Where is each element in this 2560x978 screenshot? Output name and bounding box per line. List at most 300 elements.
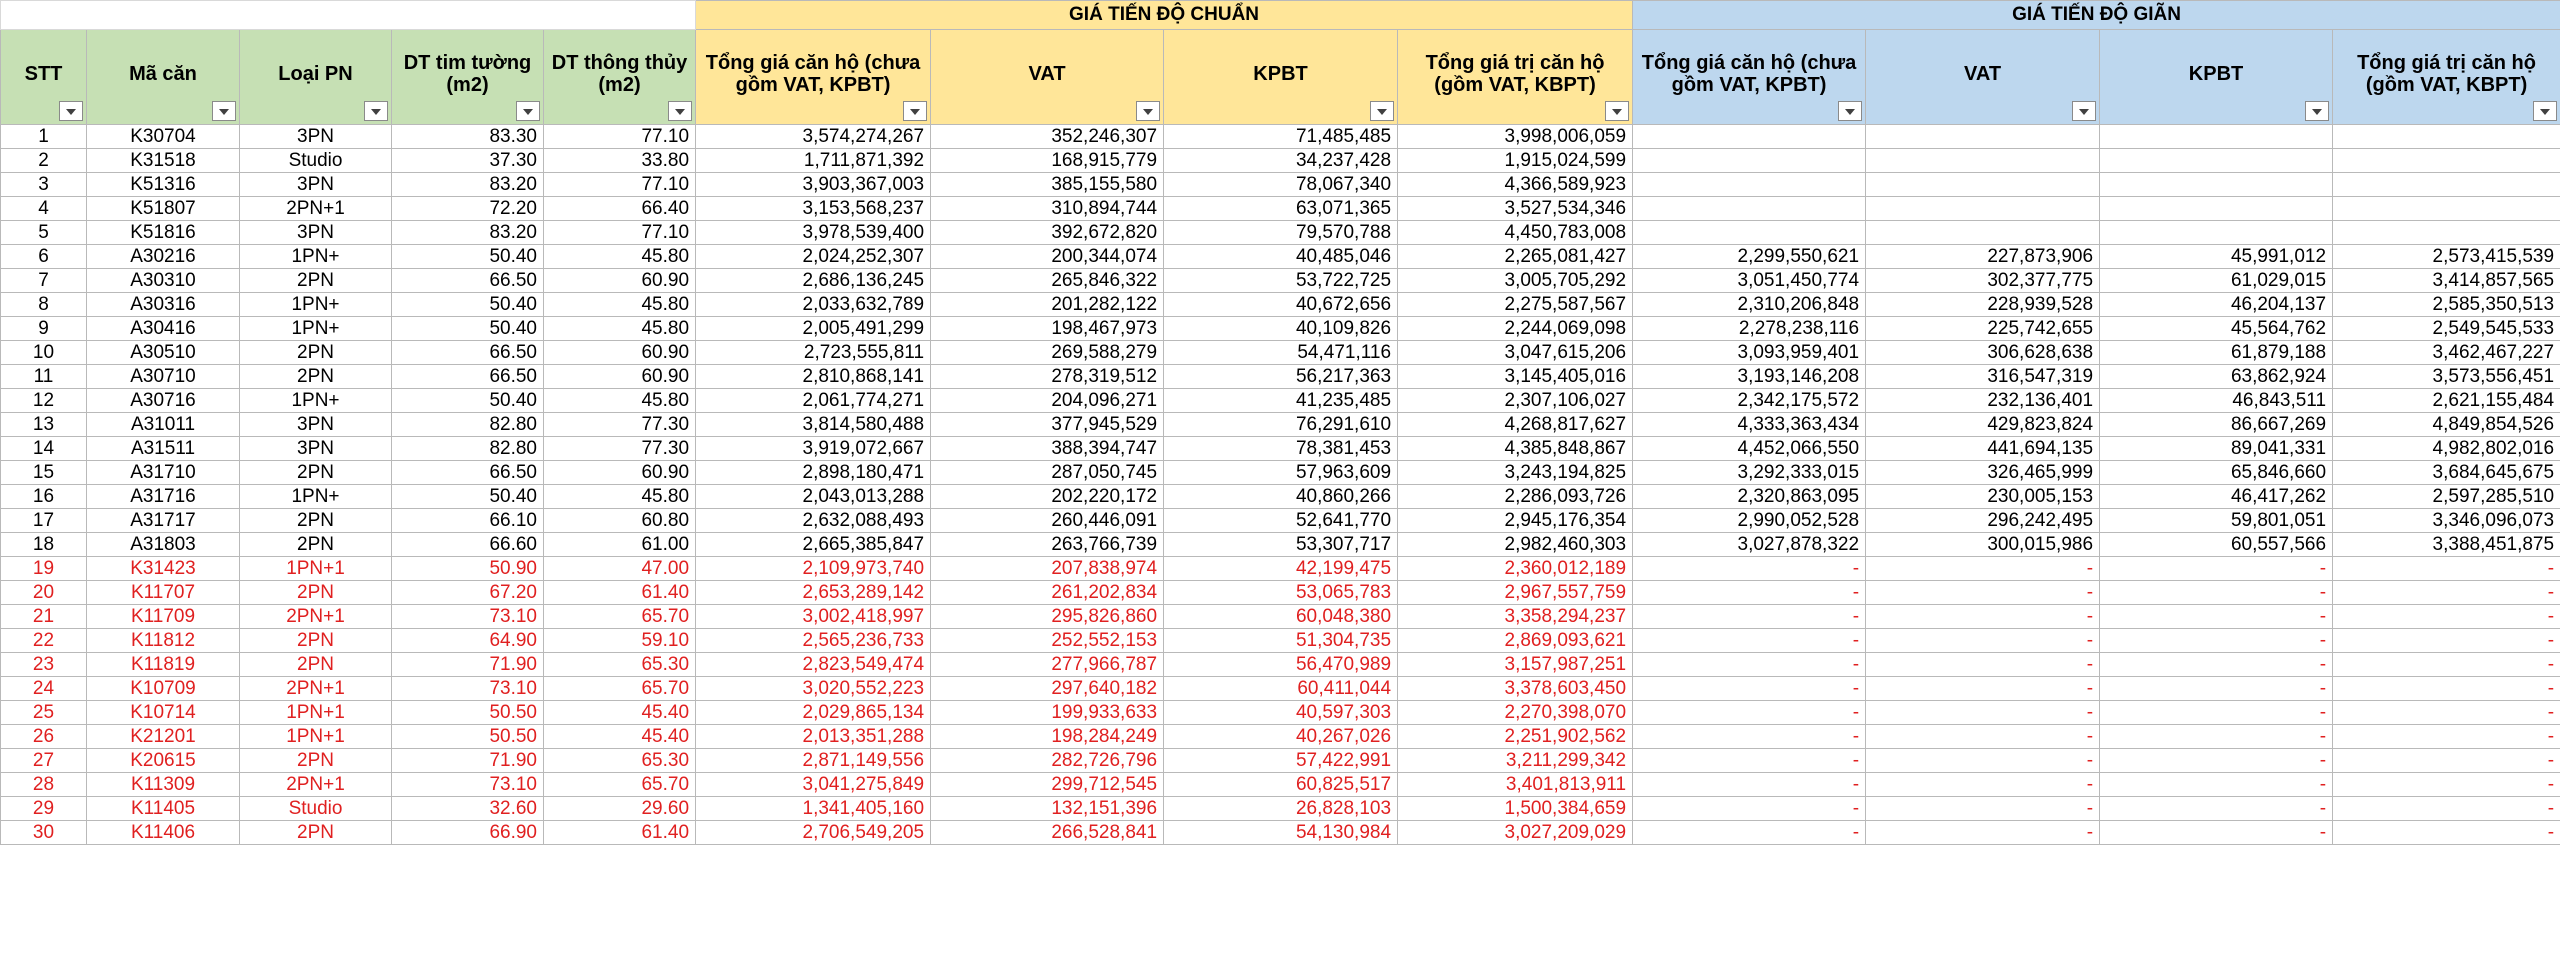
cell-tong-gia-gian[interactable] <box>1633 125 1866 149</box>
cell-kpbt-gian[interactable]: - <box>2100 725 2333 749</box>
cell-kpbt-chuan[interactable]: 60,825,517 <box>1164 773 1398 797</box>
cell-tong-gia-chuan[interactable]: 3,020,552,223 <box>696 677 931 701</box>
filter-dropdown-icon[interactable] <box>2305 101 2329 121</box>
cell-ma-can[interactable]: K11819 <box>87 653 240 677</box>
cell-stt[interactable]: 11 <box>1 365 87 389</box>
cell-loai-pn[interactable]: 2PN+1 <box>240 677 392 701</box>
cell-stt[interactable]: 12 <box>1 389 87 413</box>
cell-tong-gia-tri-gian[interactable] <box>2333 149 2560 173</box>
cell-vat-chuan[interactable]: 261,202,834 <box>931 581 1164 605</box>
cell-tong-gia-tri-chuan[interactable]: 3,243,194,825 <box>1398 461 1633 485</box>
cell-dt-tim-tuong[interactable]: 50.40 <box>392 317 544 341</box>
cell-tong-gia-tri-gian[interactable]: 3,346,096,073 <box>2333 509 2560 533</box>
cell-stt[interactable]: 6 <box>1 245 87 269</box>
cell-loai-pn[interactable]: 2PN <box>240 533 392 557</box>
cell-tong-gia-tri-chuan[interactable]: 2,244,069,098 <box>1398 317 1633 341</box>
cell-dt-thong-thuy[interactable]: 61.40 <box>544 581 696 605</box>
cell-dt-thong-thuy[interactable]: 77.30 <box>544 413 696 437</box>
cell-loai-pn[interactable]: 2PN <box>240 509 392 533</box>
cell-vat-gian[interactable]: 429,823,824 <box>1866 413 2100 437</box>
cell-vat-chuan[interactable]: 297,640,182 <box>931 677 1164 701</box>
cell-dt-tim-tuong[interactable]: 66.50 <box>392 269 544 293</box>
filter-dropdown-icon[interactable] <box>1136 101 1160 121</box>
cell-stt[interactable]: 1 <box>1 125 87 149</box>
cell-vat-gian[interactable]: 228,939,528 <box>1866 293 2100 317</box>
cell-loai-pn[interactable]: 2PN <box>240 341 392 365</box>
cell-ma-can[interactable]: K51816 <box>87 221 240 245</box>
cell-tong-gia-chuan[interactable]: 2,898,180,471 <box>696 461 931 485</box>
filter-dropdown-icon[interactable] <box>1605 101 1629 121</box>
cell-tong-gia-tri-chuan[interactable]: 3,157,987,251 <box>1398 653 1633 677</box>
cell-ma-can[interactable]: K51316 <box>87 173 240 197</box>
cell-tong-gia-gian[interactable]: - <box>1633 773 1866 797</box>
cell-tong-gia-chuan[interactable]: 3,903,367,003 <box>696 173 931 197</box>
cell-dt-tim-tuong[interactable]: 64.90 <box>392 629 544 653</box>
cell-vat-chuan[interactable]: 388,394,747 <box>931 437 1164 461</box>
cell-tong-gia-tri-chuan[interactable]: 2,307,106,027 <box>1398 389 1633 413</box>
cell-kpbt-chuan[interactable]: 34,237,428 <box>1164 149 1398 173</box>
cell-dt-thong-thuy[interactable]: 65.70 <box>544 773 696 797</box>
cell-vat-chuan[interactable]: 199,933,633 <box>931 701 1164 725</box>
cell-stt[interactable]: 26 <box>1 725 87 749</box>
cell-kpbt-chuan[interactable]: 71,485,485 <box>1164 125 1398 149</box>
cell-tong-gia-tri-chuan[interactable]: 1,500,384,659 <box>1398 797 1633 821</box>
cell-kpbt-chuan[interactable]: 60,048,380 <box>1164 605 1398 629</box>
cell-kpbt-gian[interactable]: - <box>2100 653 2333 677</box>
cell-dt-thong-thuy[interactable]: 45.40 <box>544 701 696 725</box>
cell-dt-tim-tuong[interactable]: 67.20 <box>392 581 544 605</box>
cell-stt[interactable]: 14 <box>1 437 87 461</box>
cell-vat-chuan[interactable]: 265,846,322 <box>931 269 1164 293</box>
cell-dt-thong-thuy[interactable]: 59.10 <box>544 629 696 653</box>
cell-vat-gian[interactable]: 225,742,655 <box>1866 317 2100 341</box>
cell-kpbt-gian[interactable]: - <box>2100 797 2333 821</box>
cell-tong-gia-gian[interactable]: 3,193,146,208 <box>1633 365 1866 389</box>
cell-kpbt-gian[interactable] <box>2100 197 2333 221</box>
cell-dt-thong-thuy[interactable]: 45.80 <box>544 389 696 413</box>
cell-dt-thong-thuy[interactable]: 77.10 <box>544 221 696 245</box>
cell-dt-tim-tuong[interactable]: 82.80 <box>392 437 544 461</box>
cell-vat-chuan[interactable]: 377,945,529 <box>931 413 1164 437</box>
cell-kpbt-chuan[interactable]: 40,860,266 <box>1164 485 1398 509</box>
cell-vat-gian[interactable]: - <box>1866 653 2100 677</box>
cell-vat-gian[interactable]: - <box>1866 557 2100 581</box>
cell-kpbt-chuan[interactable]: 53,722,725 <box>1164 269 1398 293</box>
cell-vat-chuan[interactable]: 282,726,796 <box>931 749 1164 773</box>
cell-loai-pn[interactable]: 1PN+ <box>240 317 392 341</box>
cell-tong-gia-tri-gian[interactable]: - <box>2333 629 2560 653</box>
cell-dt-tim-tuong[interactable]: 66.90 <box>392 821 544 845</box>
cell-ma-can[interactable]: A30216 <box>87 245 240 269</box>
cell-vat-gian[interactable]: 296,242,495 <box>1866 509 2100 533</box>
cell-tong-gia-gian[interactable]: - <box>1633 725 1866 749</box>
cell-kpbt-chuan[interactable]: 54,471,116 <box>1164 341 1398 365</box>
cell-kpbt-gian[interactable]: - <box>2100 749 2333 773</box>
cell-loai-pn[interactable]: 3PN <box>240 221 392 245</box>
cell-dt-thong-thuy[interactable]: 65.30 <box>544 749 696 773</box>
cell-kpbt-gian[interactable]: 60,557,566 <box>2100 533 2333 557</box>
filter-dropdown-icon[interactable] <box>1838 101 1862 121</box>
cell-kpbt-chuan[interactable]: 40,109,826 <box>1164 317 1398 341</box>
cell-vat-gian[interactable] <box>1866 221 2100 245</box>
cell-dt-thong-thuy[interactable]: 47.00 <box>544 557 696 581</box>
cell-dt-tim-tuong[interactable]: 50.90 <box>392 557 544 581</box>
cell-tong-gia-tri-chuan[interactable]: 2,270,398,070 <box>1398 701 1633 725</box>
cell-tong-gia-tri-chuan[interactable]: 4,385,848,867 <box>1398 437 1633 461</box>
cell-stt[interactable]: 25 <box>1 701 87 725</box>
cell-vat-chuan[interactable]: 352,246,307 <box>931 125 1164 149</box>
cell-loai-pn[interactable]: 1PN+1 <box>240 725 392 749</box>
cell-dt-tim-tuong[interactable]: 71.90 <box>392 749 544 773</box>
cell-tong-gia-gian[interactable] <box>1633 149 1866 173</box>
cell-dt-thong-thuy[interactable]: 65.70 <box>544 677 696 701</box>
cell-tong-gia-tri-chuan[interactable]: 3,047,615,206 <box>1398 341 1633 365</box>
cell-vat-gian[interactable]: - <box>1866 701 2100 725</box>
cell-tong-gia-gian[interactable]: - <box>1633 581 1866 605</box>
cell-tong-gia-tri-gian[interactable]: 4,982,802,016 <box>2333 437 2560 461</box>
cell-tong-gia-tri-gian[interactable] <box>2333 125 2560 149</box>
cell-vat-gian[interactable]: 441,694,135 <box>1866 437 2100 461</box>
cell-ma-can[interactable]: A31011 <box>87 413 240 437</box>
cell-dt-tim-tuong[interactable]: 83.20 <box>392 173 544 197</box>
cell-ma-can[interactable]: K10714 <box>87 701 240 725</box>
cell-vat-gian[interactable]: - <box>1866 629 2100 653</box>
cell-dt-thong-thuy[interactable]: 45.80 <box>544 317 696 341</box>
cell-dt-thong-thuy[interactable]: 66.40 <box>544 197 696 221</box>
cell-dt-tim-tuong[interactable]: 66.50 <box>392 341 544 365</box>
cell-vat-chuan[interactable]: 269,588,279 <box>931 341 1164 365</box>
cell-loai-pn[interactable]: Studio <box>240 797 392 821</box>
cell-kpbt-chuan[interactable]: 60,411,044 <box>1164 677 1398 701</box>
cell-kpbt-chuan[interactable]: 52,641,770 <box>1164 509 1398 533</box>
cell-tong-gia-gian[interactable] <box>1633 221 1866 245</box>
cell-tong-gia-chuan[interactable]: 1,341,405,160 <box>696 797 931 821</box>
cell-stt[interactable]: 19 <box>1 557 87 581</box>
cell-kpbt-gian[interactable]: 61,879,188 <box>2100 341 2333 365</box>
cell-dt-tim-tuong[interactable]: 50.40 <box>392 485 544 509</box>
cell-kpbt-gian[interactable]: 61,029,015 <box>2100 269 2333 293</box>
cell-kpbt-chuan[interactable]: 53,307,717 <box>1164 533 1398 557</box>
cell-ma-can[interactable]: A30716 <box>87 389 240 413</box>
cell-vat-gian[interactable]: - <box>1866 821 2100 845</box>
cell-vat-chuan[interactable]: 252,552,153 <box>931 629 1164 653</box>
cell-tong-gia-tri-chuan[interactable]: 2,286,093,726 <box>1398 485 1633 509</box>
cell-vat-chuan[interactable]: 310,894,744 <box>931 197 1164 221</box>
cell-kpbt-chuan[interactable]: 41,235,485 <box>1164 389 1398 413</box>
cell-tong-gia-chuan[interactable]: 3,978,539,400 <box>696 221 931 245</box>
cell-loai-pn[interactable]: 2PN <box>240 629 392 653</box>
cell-tong-gia-chuan[interactable]: 2,109,973,740 <box>696 557 931 581</box>
cell-kpbt-gian[interactable]: 89,041,331 <box>2100 437 2333 461</box>
cell-vat-gian[interactable] <box>1866 197 2100 221</box>
cell-tong-gia-gian[interactable]: 2,310,206,848 <box>1633 293 1866 317</box>
cell-stt[interactable]: 16 <box>1 485 87 509</box>
filter-dropdown-icon[interactable] <box>59 101 83 121</box>
cell-tong-gia-gian[interactable]: 2,320,863,095 <box>1633 485 1866 509</box>
cell-kpbt-gian[interactable]: 63,862,924 <box>2100 365 2333 389</box>
cell-loai-pn[interactable]: 2PN+1 <box>240 197 392 221</box>
cell-tong-gia-tri-gian[interactable] <box>2333 197 2560 221</box>
cell-tong-gia-chuan[interactable]: 2,033,632,789 <box>696 293 931 317</box>
cell-tong-gia-gian[interactable]: - <box>1633 653 1866 677</box>
cell-tong-gia-chuan[interactable]: 2,024,252,307 <box>696 245 931 269</box>
cell-tong-gia-chuan[interactable]: 2,823,549,474 <box>696 653 931 677</box>
cell-tong-gia-tri-chuan[interactable]: 3,027,209,029 <box>1398 821 1633 845</box>
cell-tong-gia-gian[interactable]: - <box>1633 557 1866 581</box>
cell-loai-pn[interactable]: 1PN+1 <box>240 557 392 581</box>
cell-dt-thong-thuy[interactable]: 65.70 <box>544 605 696 629</box>
cell-tong-gia-gian[interactable] <box>1633 197 1866 221</box>
cell-ma-can[interactable]: A31717 <box>87 509 240 533</box>
cell-ma-can[interactable]: K31423 <box>87 557 240 581</box>
cell-dt-tim-tuong[interactable]: 82.80 <box>392 413 544 437</box>
cell-tong-gia-tri-chuan[interactable]: 3,527,534,346 <box>1398 197 1633 221</box>
cell-loai-pn[interactable]: 3PN <box>240 437 392 461</box>
cell-vat-gian[interactable]: - <box>1866 749 2100 773</box>
cell-ma-can[interactable]: A30316 <box>87 293 240 317</box>
cell-kpbt-chuan[interactable]: 40,597,303 <box>1164 701 1398 725</box>
cell-ma-can[interactable]: K11405 <box>87 797 240 821</box>
cell-ma-can[interactable]: A31803 <box>87 533 240 557</box>
cell-tong-gia-tri-chuan[interactable]: 3,358,294,237 <box>1398 605 1633 629</box>
cell-vat-chuan[interactable]: 198,467,973 <box>931 317 1164 341</box>
cell-tong-gia-chuan[interactable]: 2,653,289,142 <box>696 581 931 605</box>
cell-vat-chuan[interactable]: 385,155,580 <box>931 173 1164 197</box>
cell-tong-gia-gian[interactable]: 3,093,959,401 <box>1633 341 1866 365</box>
cell-tong-gia-chuan[interactable]: 2,013,351,288 <box>696 725 931 749</box>
cell-kpbt-chuan[interactable]: 40,672,656 <box>1164 293 1398 317</box>
cell-loai-pn[interactable]: 2PN <box>240 653 392 677</box>
cell-vat-gian[interactable]: - <box>1866 797 2100 821</box>
cell-kpbt-gian[interactable]: 46,204,137 <box>2100 293 2333 317</box>
cell-dt-tim-tuong[interactable]: 83.20 <box>392 221 544 245</box>
cell-dt-thong-thuy[interactable]: 60.90 <box>544 461 696 485</box>
cell-stt[interactable]: 23 <box>1 653 87 677</box>
cell-tong-gia-tri-chuan[interactable]: 2,275,587,567 <box>1398 293 1633 317</box>
filter-dropdown-icon[interactable] <box>364 101 388 121</box>
filter-dropdown-icon[interactable] <box>2533 101 2557 121</box>
cell-tong-gia-tri-chuan[interactable]: 4,366,589,923 <box>1398 173 1633 197</box>
cell-tong-gia-gian[interactable]: - <box>1633 821 1866 845</box>
cell-tong-gia-chuan[interactable]: 3,919,072,667 <box>696 437 931 461</box>
cell-tong-gia-tri-gian[interactable] <box>2333 173 2560 197</box>
cell-kpbt-chuan[interactable]: 26,828,103 <box>1164 797 1398 821</box>
cell-kpbt-gian[interactable]: 59,801,051 <box>2100 509 2333 533</box>
cell-kpbt-gian[interactable]: 45,991,012 <box>2100 245 2333 269</box>
cell-kpbt-chuan[interactable]: 56,217,363 <box>1164 365 1398 389</box>
cell-kpbt-chuan[interactable]: 57,963,609 <box>1164 461 1398 485</box>
cell-tong-gia-gian[interactable]: - <box>1633 629 1866 653</box>
cell-tong-gia-gian[interactable]: 2,990,052,528 <box>1633 509 1866 533</box>
cell-dt-thong-thuy[interactable]: 60.90 <box>544 365 696 389</box>
cell-stt[interactable]: 24 <box>1 677 87 701</box>
cell-dt-tim-tuong[interactable]: 50.40 <box>392 389 544 413</box>
cell-loai-pn[interactable]: 2PN <box>240 365 392 389</box>
cell-kpbt-gian[interactable]: - <box>2100 605 2333 629</box>
cell-tong-gia-chuan[interactable]: 2,810,868,141 <box>696 365 931 389</box>
cell-kpbt-gian[interactable]: - <box>2100 773 2333 797</box>
cell-kpbt-gian[interactable] <box>2100 221 2333 245</box>
cell-tong-gia-tri-gian[interactable] <box>2333 221 2560 245</box>
filter-dropdown-icon[interactable] <box>903 101 927 121</box>
cell-ma-can[interactable]: K10709 <box>87 677 240 701</box>
cell-tong-gia-tri-gian[interactable]: - <box>2333 797 2560 821</box>
cell-tong-gia-tri-gian[interactable]: 3,684,645,675 <box>2333 461 2560 485</box>
cell-tong-gia-gian[interactable]: 2,299,550,621 <box>1633 245 1866 269</box>
filter-dropdown-icon[interactable] <box>668 101 692 121</box>
cell-dt-tim-tuong[interactable]: 66.10 <box>392 509 544 533</box>
cell-tong-gia-chuan[interactable]: 2,871,149,556 <box>696 749 931 773</box>
cell-tong-gia-tri-gian[interactable]: - <box>2333 725 2560 749</box>
cell-dt-tim-tuong[interactable]: 50.40 <box>392 245 544 269</box>
cell-vat-gian[interactable]: - <box>1866 605 2100 629</box>
cell-kpbt-chuan[interactable]: 40,485,046 <box>1164 245 1398 269</box>
cell-ma-can[interactable]: K11709 <box>87 605 240 629</box>
cell-stt[interactable]: 18 <box>1 533 87 557</box>
cell-dt-tim-tuong[interactable]: 50.40 <box>392 293 544 317</box>
cell-kpbt-chuan[interactable]: 57,422,991 <box>1164 749 1398 773</box>
cell-ma-can[interactable]: A30310 <box>87 269 240 293</box>
cell-loai-pn[interactable]: 1PN+1 <box>240 701 392 725</box>
cell-vat-gian[interactable]: 230,005,153 <box>1866 485 2100 509</box>
cell-dt-thong-thuy[interactable]: 60.90 <box>544 341 696 365</box>
cell-tong-gia-gian[interactable]: - <box>1633 605 1866 629</box>
cell-tong-gia-chuan[interactable]: 3,002,418,997 <box>696 605 931 629</box>
cell-loai-pn[interactable]: 3PN <box>240 413 392 437</box>
cell-vat-chuan[interactable]: 201,282,122 <box>931 293 1164 317</box>
cell-tong-gia-tri-gian[interactable]: 2,621,155,484 <box>2333 389 2560 413</box>
cell-dt-thong-thuy[interactable]: 60.80 <box>544 509 696 533</box>
cell-ma-can[interactable]: K11406 <box>87 821 240 845</box>
cell-stt[interactable]: 27 <box>1 749 87 773</box>
cell-vat-gian[interactable]: 232,136,401 <box>1866 389 2100 413</box>
cell-tong-gia-tri-gian[interactable]: 2,573,415,539 <box>2333 245 2560 269</box>
cell-tong-gia-tri-chuan[interactable]: 3,998,006,059 <box>1398 125 1633 149</box>
cell-kpbt-gian[interactable]: 46,843,511 <box>2100 389 2333 413</box>
cell-tong-gia-tri-gian[interactable]: 2,597,285,510 <box>2333 485 2560 509</box>
cell-ma-can[interactable]: K11812 <box>87 629 240 653</box>
cell-tong-gia-chuan[interactable]: 2,005,491,299 <box>696 317 931 341</box>
cell-kpbt-chuan[interactable]: 56,470,989 <box>1164 653 1398 677</box>
cell-dt-thong-thuy[interactable]: 45.80 <box>544 245 696 269</box>
cell-vat-gian[interactable] <box>1866 149 2100 173</box>
cell-kpbt-gian[interactable]: 86,667,269 <box>2100 413 2333 437</box>
cell-tong-gia-tri-gian[interactable]: 2,549,545,533 <box>2333 317 2560 341</box>
cell-loai-pn[interactable]: 2PN <box>240 461 392 485</box>
filter-dropdown-icon[interactable] <box>212 101 236 121</box>
cell-dt-tim-tuong[interactable]: 73.10 <box>392 605 544 629</box>
cell-dt-tim-tuong[interactable]: 83.30 <box>392 125 544 149</box>
cell-kpbt-gian[interactable]: - <box>2100 581 2333 605</box>
cell-stt[interactable]: 9 <box>1 317 87 341</box>
cell-stt[interactable]: 20 <box>1 581 87 605</box>
cell-vat-chuan[interactable]: 299,712,545 <box>931 773 1164 797</box>
cell-vat-gian[interactable]: 326,465,999 <box>1866 461 2100 485</box>
cell-vat-chuan[interactable]: 278,319,512 <box>931 365 1164 389</box>
cell-dt-tim-tuong[interactable]: 37.30 <box>392 149 544 173</box>
cell-dt-tim-tuong[interactable]: 66.50 <box>392 461 544 485</box>
cell-vat-gian[interactable]: 306,628,638 <box>1866 341 2100 365</box>
cell-tong-gia-gian[interactable]: 2,278,238,116 <box>1633 317 1866 341</box>
cell-ma-can[interactable]: K30704 <box>87 125 240 149</box>
cell-tong-gia-tri-gian[interactable]: 3,462,467,227 <box>2333 341 2560 365</box>
cell-tong-gia-gian[interactable]: - <box>1633 677 1866 701</box>
cell-kpbt-gian[interactable]: 46,417,262 <box>2100 485 2333 509</box>
cell-stt[interactable]: 17 <box>1 509 87 533</box>
cell-tong-gia-gian[interactable]: - <box>1633 797 1866 821</box>
cell-stt[interactable]: 8 <box>1 293 87 317</box>
cell-tong-gia-tri-gian[interactable]: - <box>2333 653 2560 677</box>
cell-kpbt-gian[interactable]: - <box>2100 701 2333 725</box>
cell-tong-gia-gian[interactable]: 4,333,363,434 <box>1633 413 1866 437</box>
cell-tong-gia-chuan[interactable]: 3,814,580,488 <box>696 413 931 437</box>
cell-tong-gia-chuan[interactable]: 2,723,555,811 <box>696 341 931 365</box>
cell-tong-gia-chuan[interactable]: 3,041,275,849 <box>696 773 931 797</box>
cell-kpbt-chuan[interactable]: 54,130,984 <box>1164 821 1398 845</box>
cell-loai-pn[interactable]: Studio <box>240 149 392 173</box>
cell-tong-gia-tri-gian[interactable]: - <box>2333 821 2560 845</box>
cell-vat-gian[interactable]: - <box>1866 677 2100 701</box>
cell-tong-gia-chuan[interactable]: 2,686,136,245 <box>696 269 931 293</box>
filter-dropdown-icon[interactable] <box>2072 101 2096 121</box>
cell-stt[interactable]: 29 <box>1 797 87 821</box>
cell-tong-gia-tri-gian[interactable]: 2,585,350,513 <box>2333 293 2560 317</box>
cell-dt-tim-tuong[interactable]: 73.10 <box>392 773 544 797</box>
cell-ma-can[interactable]: K11309 <box>87 773 240 797</box>
cell-tong-gia-tri-chuan[interactable]: 1,915,024,599 <box>1398 149 1633 173</box>
cell-tong-gia-tri-chuan[interactable]: 3,145,405,016 <box>1398 365 1633 389</box>
cell-kpbt-gian[interactable]: - <box>2100 629 2333 653</box>
cell-stt[interactable]: 4 <box>1 197 87 221</box>
cell-tong-gia-gian[interactable]: - <box>1633 749 1866 773</box>
cell-loai-pn[interactable]: 2PN+1 <box>240 773 392 797</box>
cell-vat-chuan[interactable]: 263,766,739 <box>931 533 1164 557</box>
cell-tong-gia-tri-gian[interactable]: - <box>2333 557 2560 581</box>
cell-kpbt-gian[interactable]: 65,846,660 <box>2100 461 2333 485</box>
cell-loai-pn[interactable]: 2PN <box>240 821 392 845</box>
cell-tong-gia-chuan[interactable]: 1,711,871,392 <box>696 149 931 173</box>
cell-dt-thong-thuy[interactable]: 77.10 <box>544 173 696 197</box>
cell-vat-gian[interactable] <box>1866 125 2100 149</box>
cell-dt-tim-tuong[interactable]: 32.60 <box>392 797 544 821</box>
cell-tong-gia-tri-chuan[interactable]: 2,360,012,189 <box>1398 557 1633 581</box>
cell-dt-thong-thuy[interactable]: 77.30 <box>544 437 696 461</box>
cell-tong-gia-gian[interactable]: 3,051,450,774 <box>1633 269 1866 293</box>
cell-tong-gia-tri-gian[interactable]: - <box>2333 701 2560 725</box>
cell-tong-gia-tri-gian[interactable]: 4,849,854,526 <box>2333 413 2560 437</box>
cell-stt[interactable]: 7 <box>1 269 87 293</box>
cell-vat-gian[interactable]: 300,015,986 <box>1866 533 2100 557</box>
cell-tong-gia-tri-gian[interactable]: 3,388,451,875 <box>2333 533 2560 557</box>
cell-tong-gia-chuan[interactable]: 2,665,385,847 <box>696 533 931 557</box>
cell-vat-gian[interactable]: 302,377,775 <box>1866 269 2100 293</box>
cell-dt-tim-tuong[interactable]: 66.60 <box>392 533 544 557</box>
cell-vat-chuan[interactable]: 132,151,396 <box>931 797 1164 821</box>
cell-dt-tim-tuong[interactable]: 71.90 <box>392 653 544 677</box>
cell-kpbt-chuan[interactable]: 79,570,788 <box>1164 221 1398 245</box>
cell-ma-can[interactable]: A31716 <box>87 485 240 509</box>
cell-vat-gian[interactable]: 227,873,906 <box>1866 245 2100 269</box>
cell-dt-tim-tuong[interactable]: 66.50 <box>392 365 544 389</box>
cell-kpbt-chuan[interactable]: 51,304,735 <box>1164 629 1398 653</box>
cell-kpbt-chuan[interactable]: 76,291,610 <box>1164 413 1398 437</box>
cell-ma-can[interactable]: K51807 <box>87 197 240 221</box>
cell-tong-gia-gian[interactable]: - <box>1633 701 1866 725</box>
cell-loai-pn[interactable]: 2PN <box>240 269 392 293</box>
cell-vat-gian[interactable]: - <box>1866 725 2100 749</box>
cell-dt-thong-thuy[interactable]: 60.90 <box>544 269 696 293</box>
cell-kpbt-chuan[interactable]: 78,067,340 <box>1164 173 1398 197</box>
